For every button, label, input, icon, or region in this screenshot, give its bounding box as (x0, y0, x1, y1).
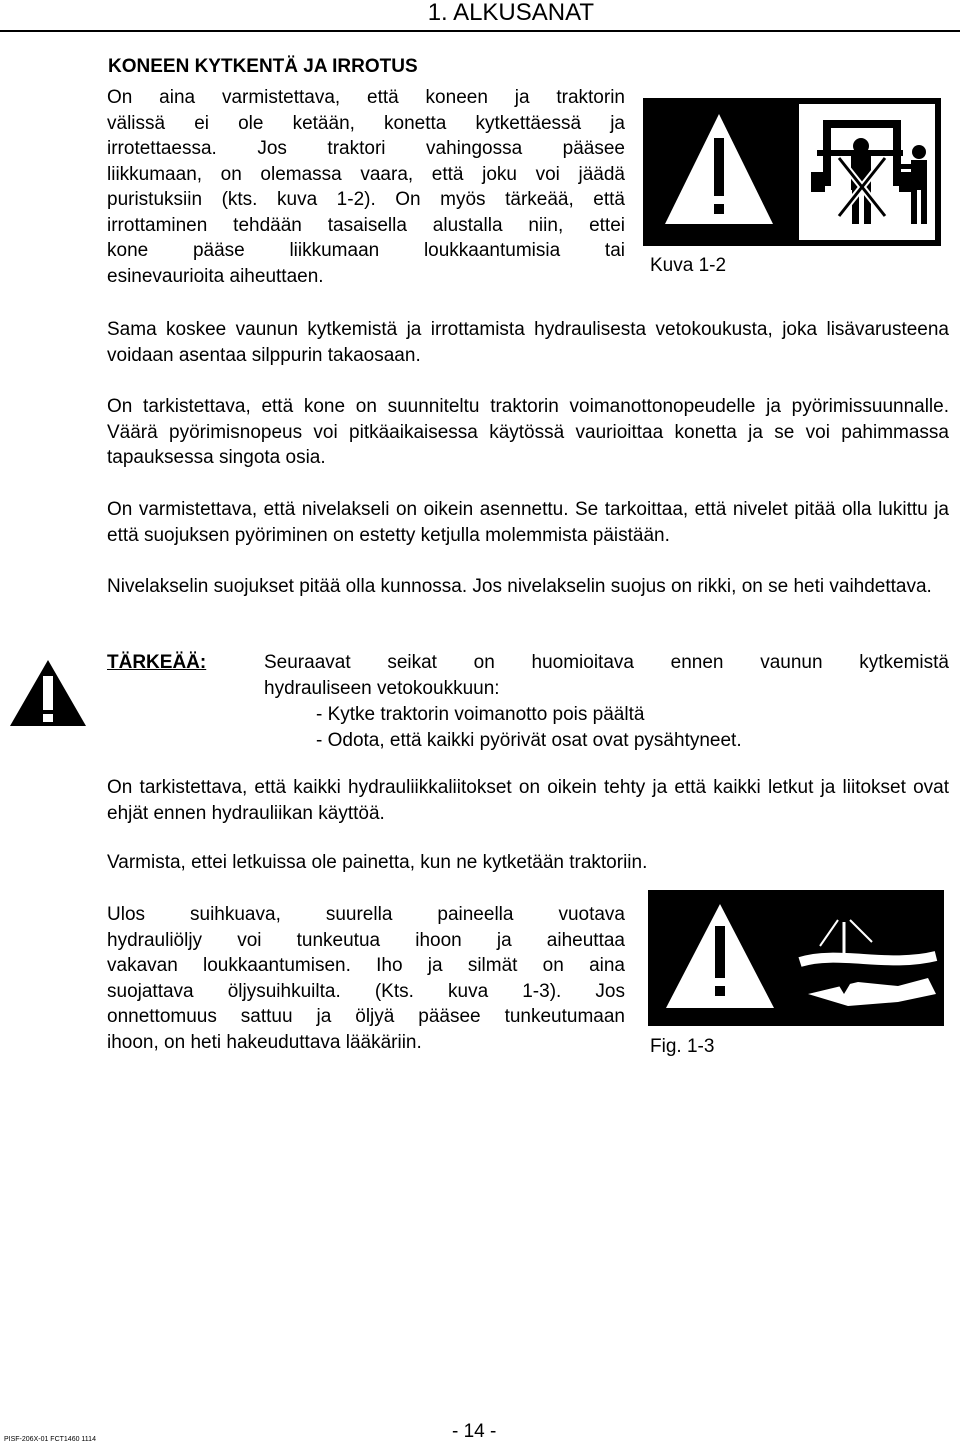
paragraph: On tarkistettava, että kaikki hydrauliikkaliitokset on oikein tehty ja että kaikki letkut ja liitokset ovat ehjät ennen hydrauliikan käyttöä. (107, 777, 949, 824)
chapter-title: 1. ALKUSANAT (427, 0, 594, 26)
important-item: - Odota, että kaikki pyörivät osat ovat pysähtyneet. (316, 730, 742, 751)
intro-line: kone pääse liikkumaan loukkaantumisia tai (107, 240, 625, 261)
intro-line: esinevaurioita aiheuttaen. (107, 265, 324, 287)
important-label: TÄRKEÄÄ: (107, 652, 207, 673)
hydraulic-line: vakavan loukkaantumisen. Iho ja silmät on aina (107, 955, 625, 976)
figure-caption: Kuva 1-2 (650, 255, 727, 276)
header-rule (0, 30, 960, 32)
fluid-injection-icon (648, 890, 944, 1026)
section-title: KONEEN KYTKENTÄ JA IRROTUS (108, 56, 418, 77)
intro-line: irrottaminen tehdään tasaisella alustalla niin, ettei (107, 214, 625, 236)
crush-hazard-icon (643, 98, 941, 246)
paragraph: Varmista, ettei letkuissa ole painetta, kun ne kytketään traktoriin. (107, 852, 648, 873)
page-number: - 14 - (452, 1421, 497, 1442)
intro-paragraph (107, 85, 625, 289)
intro-line: liikkumaan, on olemassa vaara, että joku voi jäädä (107, 163, 625, 185)
intro-line: On aina varmistettava, että koneen ja traktorin (107, 87, 625, 108)
warning-triangle-icon (8, 658, 88, 728)
hydraulic-line: hydrauliöljy voi tunkeutua ihoon ja aiheuttaa (107, 929, 625, 951)
paragraph: On tarkistettava, että kone on suunniteltu traktorin voimanottonopeudelle ja pyörimissuunnalle. Väärä pyörimisnopeus voi pitkäaikaisessa käytössä vaurioittaa konetta ja se voi pahimmassa tapauksessa singota osia. (107, 396, 949, 468)
paragraph: On varmistettava, että nivelakseli on oikein asennettu. Se tarkoittaa, että nivelet pitää olla lukittu ja että suojuksen pyöriminen on estetty ketjulla molemmista päistään. (107, 499, 949, 546)
document-code: PISF-206X-01 FCT1460 1114 (4, 1436, 96, 1443)
hydraulic-warning (107, 902, 625, 1055)
paragraph: Sama koskee vaunun kytkemistä ja irrottamista hydraulisesta vetokoukusta, joka lisävarusteena voidaan asentaa silppurin takaosaan. (107, 319, 949, 366)
intro-line: puristuksiin (kts. kuva 1-2). On myös tärkeää, että (107, 189, 625, 210)
hydraulic-line: Ulos suihkuava, suurella paineella vuotava (107, 904, 625, 925)
intro-line: irrotettaessa. Jos traktori vahingossa pääsee (107, 138, 625, 159)
hydraulic-line: ihoon, on heti hakeuduttava lääkäriin. (107, 1031, 422, 1053)
figure-caption: Fig. 1-3 (650, 1036, 715, 1057)
hydraulic-line: onnettomuus sattuu ja öljyä pääsee tunkeutumaan (107, 1006, 625, 1027)
hydraulic-line: suojattava öljysuihkuilta. (Kts. kuva 1-3). Jos (107, 980, 625, 1002)
important-item: - Kytke traktorin voimanotto pois päältä (316, 704, 645, 725)
important-text: Seuraavat seikat on huomioitava ennen vaunun kytkemistä (264, 652, 949, 673)
important-text: hydrauliseen vetokoukkuun: (264, 678, 500, 699)
intro-line: välissä ei ole ketään, konetta kytkettäessä ja (107, 112, 625, 134)
paragraph: Nivelakselin suojukset pitää olla kunnossa. Jos nivelakselin suojus on rikki, on se heti vaihdettava. (107, 576, 932, 597)
